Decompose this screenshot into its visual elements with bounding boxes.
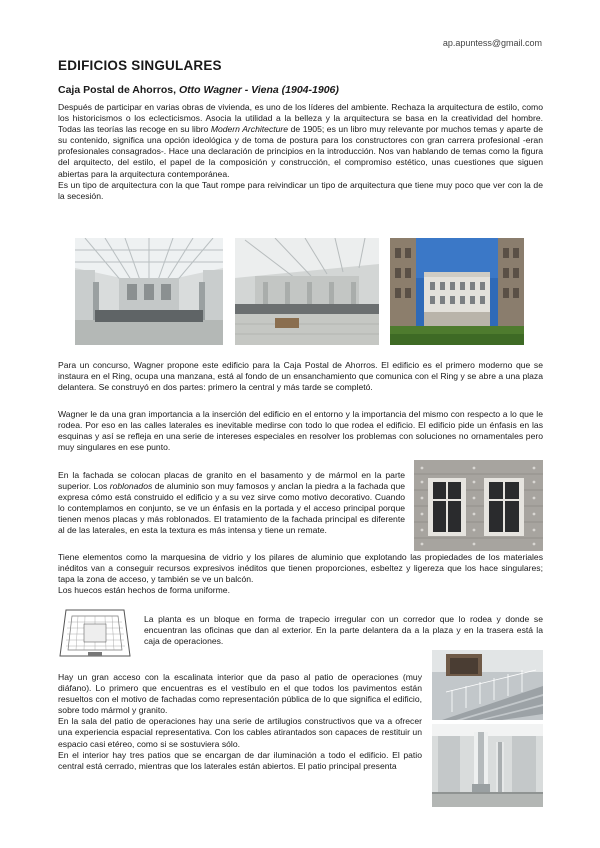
intro-text bbox=[58, 102, 543, 202]
fachada-paragraph bbox=[58, 470, 405, 537]
intro-p1-end: de 1905; es un libro muy relevante por muchos temas y aparte de su contenido, significa una opción ideológica y de toma de postura para los constructores con gran carrera profesional -eran profesionales consagrados-. Hace una declaración de principios en la introducción. Nos van hablando de temas como la figura del arquitecto, del estilo, el papel de la composición y construcción, el compromiso estético, unas cuestiones que siguen abiertas para la arquitectura contemporánea. bbox=[58, 124, 543, 179]
floor-plan-drawing bbox=[58, 606, 132, 660]
intro-paragraph-2: Es un tipo de arquitectura con la que Taut rompe para reivindicar un tipo de arquitectura que tiene muy poco que ver con la de la secesión. bbox=[58, 179, 543, 201]
intro-p1-start: Después de participar en varias obras de vivienda, es uno de los líderes del ambiente. Rechaza la arquitectura de estilo, como los historicismos o los eclecticismos. Asocia la utilidad a la belleza y la arquitectura se basa en la creatividad del hombre. Todas las teorías las recoge en su libro bbox=[58, 102, 543, 135]
elementos-text: Tiene elementos como la marquesina de vidrio y los pilares de aluminio que explotando las propiedades de los materiales inéditos van a conseguir recursos expresivos inéditos que tienen proporciones, esbeltez y ligereza que los hace singulares; tapa la zona de acceso, y también se ve un balcón. bbox=[58, 552, 543, 585]
facade-court-photo bbox=[390, 238, 524, 345]
acceso-text: Hay un gran acceso con la escalinata interior que da paso al patio de operaciones (muy diáfano). Lo primero que encuentras es el vestíbulo en el que todos los pavimentos están resueltos con el motivo de fachadas como representación pública de lo que significa el edificio, sobre todo mármol y granito. bbox=[58, 672, 422, 716]
insercion-paragraph: Wagner le da una gran importancia a la inserción del edificio en el entorno y la importancia del mismo con respecto a lo que le rodea. Por eso en las calles laterales es inevitable medirse con todo lo que rodea el edificio. El edificio pide un énfasis en las esquinas y así se refleja en una serie de intereses especiales en resolver los problemas con soluciones no ornamentales pero muy singulares en ese punto. bbox=[58, 409, 543, 453]
subtitle-italic: Otto Wagner - Viena (1904-1906) bbox=[178, 84, 339, 96]
book-title: Modern Architecture bbox=[210, 124, 289, 135]
fachada-end: de aluminio son muy famosos y anclan la piedra a la fachada que expresa cómo está construido el edificio y a su vez sirve como motivo decorativo. Cuando lo contemplamos en conjunto, se ve un énfasis en la portada y el acceso principal porque tienen menos placas y más roblonados. El tratamiento de la fachada principal es diferente al de las laterales, en esta la textura es más intensa y tiene un remate. bbox=[58, 481, 406, 536]
sala-text: En la sala del patio de operaciones hay una serie de artilugios constructivos que va a ofrecer una experiencia espacial representativa. Con los cables atirantados son capaces de restituir un espacio casi etéreo, como si se sostuviera sólo. bbox=[58, 716, 422, 749]
concurso-paragraph: Para un concurso, Wagner propone este edificio para la Caja Postal de Ahorros. El edificio es el primero moderno que se instaura en el Ring, ocupa una manzana, está al fondo de un ensanchamiento que comunica con el Ring y se abre a una plaza delantera. Se construyó en dos partes: primero la central y más tarde se completó. bbox=[58, 360, 543, 393]
acceso-paragraph bbox=[58, 672, 422, 772]
pillars-photo bbox=[432, 724, 543, 807]
interior-hall-photo bbox=[75, 238, 223, 345]
roblonados-term: roblonados bbox=[109, 481, 153, 492]
elementos-paragraph bbox=[58, 552, 543, 596]
header-email: ap.apuntess@gmail.com bbox=[442, 38, 542, 48]
subtitle-prefix: Caja Postal de Ahorros, bbox=[58, 84, 179, 96]
page-title: EDIFICIOS SINGULARES bbox=[58, 58, 222, 73]
intro-paragraph-1 bbox=[58, 102, 543, 180]
staircase-photo bbox=[432, 650, 543, 720]
fachada-start: En la fachada se colocan placas de granito en el basamento y de mármol en la parte superior. Los bbox=[58, 470, 405, 492]
section-subtitle bbox=[58, 84, 339, 96]
interior-text: En el interior hay tres patios que se encargan de dar iluminación a todo el edificio. El patio central está cerrado, mientras que los laterales están abiertos. El patio principal presenta bbox=[58, 749, 422, 771]
planta-paragraph: La planta es un bloque en forma de trapecio irregular con un corredor que lo rodea y donde se encuentran las oficinas que dan al exterior. En la parte delantera da a la plaza y en la trasera está la caja de operaciones. bbox=[144, 614, 543, 647]
interior-hall-photo-2 bbox=[235, 238, 379, 345]
huecos-text: Los huecos están hechos de forma uniforme. bbox=[58, 585, 230, 596]
facade-detail-photo bbox=[414, 460, 543, 551]
